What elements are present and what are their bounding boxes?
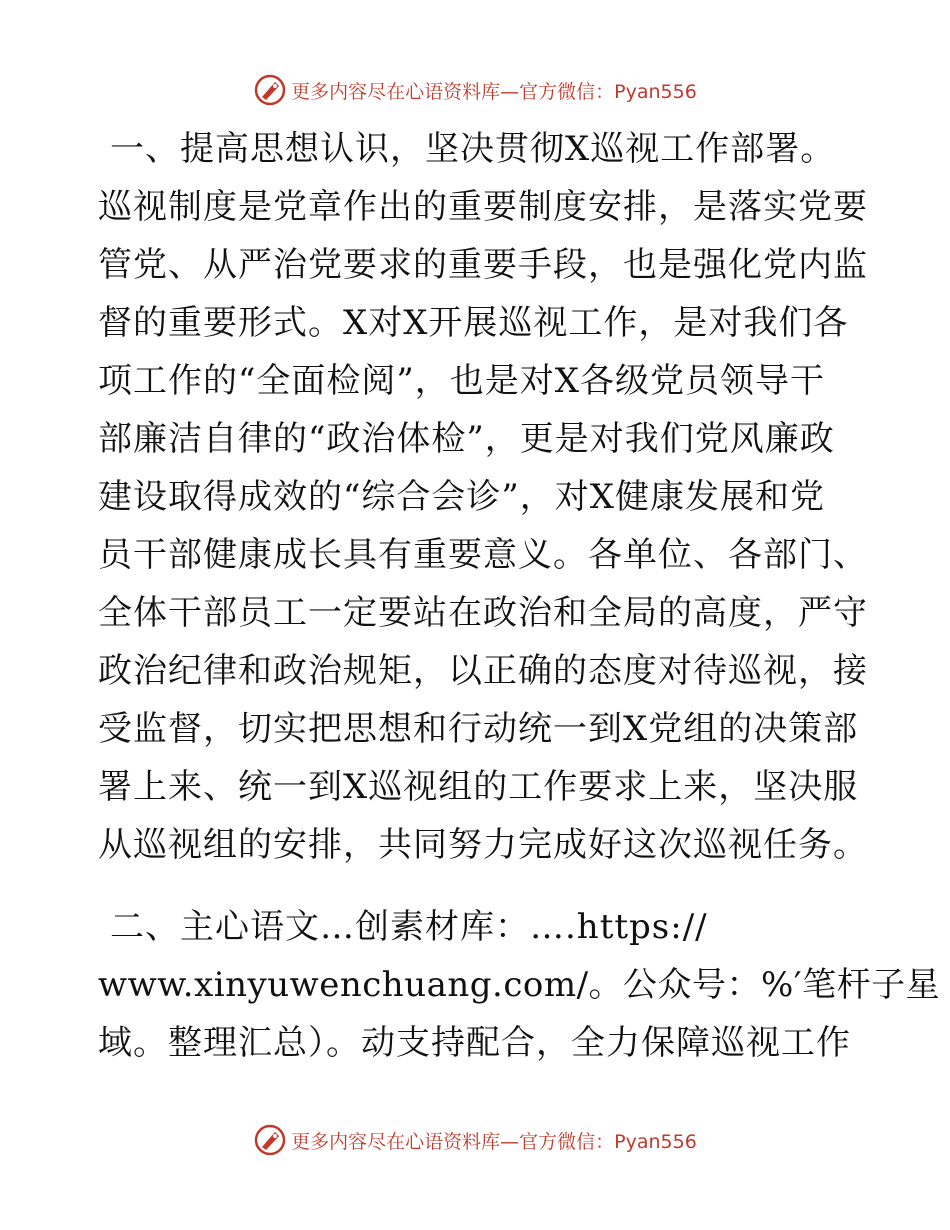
paragraph-line: 署上来、统一到X巡视组的工作要求上来，坚决服: [98, 767, 859, 807]
paragraph-line: 员干部健康成长具有重要意义。各单位、各部门、: [98, 535, 868, 575]
watermark-text: 更多内容尽在心语资料库—官方微信：Pyan556: [291, 80, 697, 103]
paragraph-line: 政治纪律和政治规矩，以正确的态度对待巡视，接: [98, 651, 868, 691]
paragraph-line: 域。整理汇总）。动支持配合，全力保障巡视工作: [98, 1023, 851, 1063]
paragraph-line: 受监督，切实把思想和行动统一到X党组的决策部: [98, 709, 859, 749]
document-body: [98, 120, 941, 1072]
paragraph-line: 全体干部员工一定要站在政治和全局的高度，严守: [98, 593, 868, 633]
paragraph-line: 管党、从严治党要求的重要手段，也是强化党内监: [98, 245, 868, 285]
watermark-text: 更多内容尽在心语资料库—官方微信：Pyan556: [291, 1130, 697, 1153]
paragraph-line: 督的重要形式。X对X开展巡视工作，是对我们各: [98, 303, 849, 343]
paragraph-line: 从巡视组的安排，共同努力完成好这次巡视任务。: [98, 825, 868, 865]
header-watermark: [0, 70, 950, 110]
footer-watermark: [0, 1120, 950, 1160]
section-heading: 二、主心语文…创素材库：….https://: [110, 907, 708, 947]
paragraph-line: 项工作的“全面检阅”，也是对X各级党员领导干: [98, 361, 825, 401]
paragraph-line: 部廉洁自律的“政治体检”，更是对我们党风廉政: [98, 419, 835, 459]
paragraph-line: www.xinyuwenchuang.com/。公众号：%′笔杆子星: [98, 965, 941, 1005]
section-heading: 一、提高思想认识，坚决贯彻X巡视工作部署。: [110, 129, 836, 169]
pen-nib-logo-icon: [253, 1123, 287, 1157]
paragraph-line: 巡视制度是党章作出的重要制度安排，是落实党要: [98, 187, 868, 227]
paragraph-line: 建设取得成效的“综合会诊”，对X健康发展和党: [98, 477, 825, 517]
pen-nib-logo-icon: [253, 73, 287, 107]
